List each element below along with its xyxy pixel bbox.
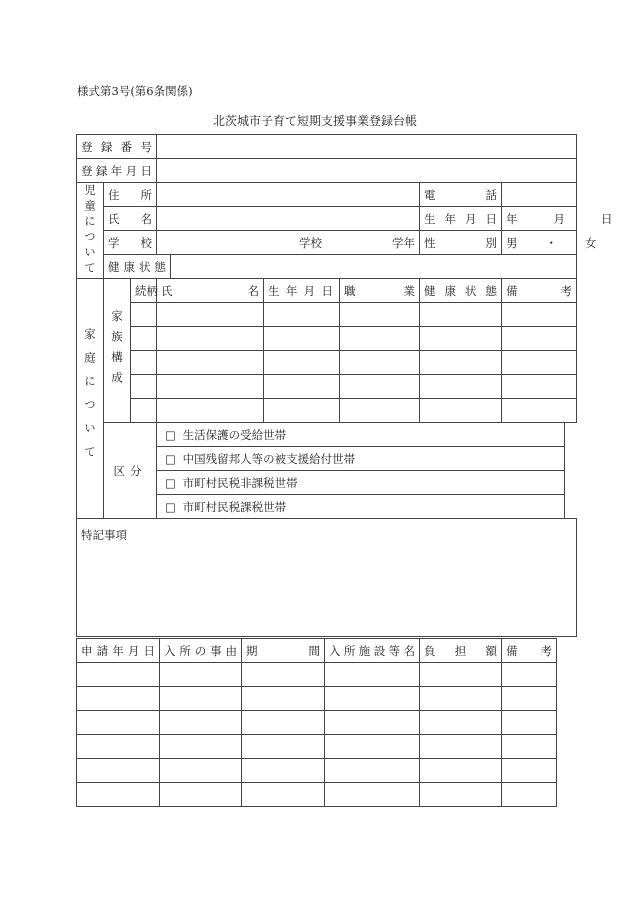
app-cell[interactable] (325, 735, 420, 759)
registration-date-label: 登録年月日 (77, 159, 157, 183)
family-cell[interactable] (264, 375, 340, 399)
family-cell[interactable] (157, 351, 264, 375)
registration-number-label: 登録番号 (77, 135, 157, 159)
app-cell[interactable] (242, 783, 325, 807)
app-cell[interactable] (502, 759, 557, 783)
app-cell[interactable] (160, 711, 242, 735)
family-header-occupation: 職業 (340, 279, 420, 303)
family-cell[interactable] (157, 303, 264, 327)
special-notes-label: 特記事項 (81, 528, 127, 542)
app-cell[interactable] (77, 663, 160, 687)
form-number-label: 様式第3号(第6条関係) (77, 84, 193, 98)
family-cell[interactable] (157, 399, 264, 423)
app-header-reason: 入所の事由 (160, 639, 242, 663)
registry-table (76, 134, 613, 637)
child-address-label: 住所 (104, 183, 157, 207)
family-cell[interactable] (420, 327, 502, 351)
app-cell[interactable] (420, 759, 502, 783)
family-cell[interactable] (131, 327, 157, 351)
family-header-health: 健康状態 (420, 279, 502, 303)
app-cell[interactable] (77, 711, 160, 735)
child-health-field[interactable] (171, 255, 577, 279)
family-cell[interactable] (131, 351, 157, 375)
family-row (77, 351, 577, 375)
application-row (77, 687, 557, 711)
family-cell[interactable] (340, 327, 420, 351)
category-option-welfare[interactable]: □ 生活保護の受給世帯 (157, 423, 565, 447)
category-label: 区分 (104, 423, 157, 519)
child-phone-label: 電話 (420, 183, 502, 207)
child-birth-field[interactable]: 年 月 日 (502, 207, 577, 231)
app-cell[interactable] (420, 711, 502, 735)
family-header-birth: 生年月日 (264, 279, 340, 303)
app-cell[interactable] (325, 663, 420, 687)
family-cell[interactable] (157, 327, 264, 351)
app-cell[interactable] (420, 783, 502, 807)
application-row (77, 735, 557, 759)
document-title: 北茨城市子育て短期支援事業登録台帳 (212, 114, 417, 128)
special-notes-field[interactable] (77, 519, 577, 637)
child-school-field[interactable]: 学校 学年 (157, 231, 420, 255)
family-composition-label: 家族構成 (104, 279, 131, 423)
family-cell[interactable] (264, 303, 340, 327)
family-cell[interactable] (340, 375, 420, 399)
family-cell[interactable] (420, 399, 502, 423)
registration-date-field[interactable] (157, 159, 577, 183)
app-cell[interactable] (242, 759, 325, 783)
family-cell[interactable] (340, 303, 420, 327)
registration-number-field[interactable] (157, 135, 577, 159)
family-section-label: 家庭について (77, 279, 104, 519)
checkbox-icon[interactable]: □ (165, 427, 176, 442)
checkbox-icon[interactable]: □ (165, 451, 176, 466)
application-row (77, 759, 557, 783)
app-cell[interactable] (420, 687, 502, 711)
child-name-label: 氏名 (104, 207, 157, 231)
app-cell[interactable] (242, 711, 325, 735)
app-cell[interactable] (325, 759, 420, 783)
app-cell[interactable] (160, 735, 242, 759)
app-cell[interactable] (502, 663, 557, 687)
app-cell[interactable] (420, 663, 502, 687)
child-address-field[interactable] (157, 183, 420, 207)
family-row (77, 399, 577, 423)
family-cell[interactable] (502, 327, 577, 351)
app-cell[interactable] (77, 735, 160, 759)
app-cell[interactable] (502, 687, 557, 711)
app-cell[interactable] (325, 687, 420, 711)
app-cell[interactable] (242, 663, 325, 687)
child-sex-label: 性別 (420, 231, 502, 255)
app-header-charge: 負担額 (420, 639, 502, 663)
app-cell[interactable] (242, 735, 325, 759)
app-cell[interactable] (502, 783, 557, 807)
family-cell[interactable] (340, 351, 420, 375)
application-row (77, 663, 557, 687)
family-header-relation: 続柄 (131, 279, 157, 303)
family-row (77, 375, 577, 399)
family-header-name: 氏名 (157, 279, 264, 303)
category-option-taxed[interactable]: □ 市町村民税課税世帯 (157, 495, 565, 519)
family-cell[interactable] (502, 399, 577, 423)
checkbox-icon[interactable]: □ (165, 475, 176, 490)
family-cell[interactable] (264, 327, 340, 351)
child-sex-field[interactable]: 男 ・ 女 (502, 231, 577, 255)
app-header-remarks: 備考 (502, 639, 557, 663)
family-row (77, 327, 577, 351)
family-cell[interactable] (264, 351, 340, 375)
category-option-tax-exempt[interactable]: □ 市町村民税非課税世帯 (157, 471, 565, 495)
family-cell[interactable] (131, 303, 157, 327)
family-header-remarks: 備考 (502, 279, 577, 303)
checkbox-icon[interactable]: □ (165, 499, 176, 514)
application-row (77, 783, 557, 807)
app-header-date: 申請年月日 (77, 639, 160, 663)
app-cell[interactable] (77, 783, 160, 807)
app-header-facility: 入所施設等名 (325, 639, 420, 663)
app-cell[interactable] (502, 735, 557, 759)
child-name-field[interactable] (157, 207, 420, 231)
application-table (76, 638, 557, 807)
app-cell[interactable] (160, 783, 242, 807)
family-cell[interactable] (340, 399, 420, 423)
child-school-label: 学校 (104, 231, 157, 255)
family-cell[interactable] (420, 351, 502, 375)
family-cell[interactable] (502, 303, 577, 327)
app-cell[interactable] (325, 711, 420, 735)
family-cell[interactable] (420, 375, 502, 399)
family-cell[interactable] (264, 399, 340, 423)
family-cell[interactable] (420, 303, 502, 327)
app-cell[interactable] (77, 687, 160, 711)
app-cell[interactable] (325, 783, 420, 807)
family-cell[interactable] (157, 375, 264, 399)
child-phone-field[interactable] (502, 183, 577, 207)
application-row (77, 711, 557, 735)
app-cell[interactable] (502, 711, 557, 735)
family-cell[interactable] (131, 399, 157, 423)
family-cell[interactable] (502, 375, 577, 399)
app-cell[interactable] (160, 663, 242, 687)
family-cell[interactable] (131, 375, 157, 399)
child-section-label: 児童について (77, 183, 104, 279)
app-cell[interactable] (160, 687, 242, 711)
child-health-label: 健康状態 (104, 255, 171, 279)
category-option-china-remaining[interactable]: □ 中国残留邦人等の被支援給付世帯 (157, 447, 565, 471)
app-cell[interactable] (242, 687, 325, 711)
child-birth-label: 生年月日 (420, 207, 502, 231)
family-row (77, 303, 577, 327)
app-cell[interactable] (420, 735, 502, 759)
app-cell[interactable] (160, 759, 242, 783)
app-header-period: 期間 (242, 639, 325, 663)
app-cell[interactable] (77, 759, 160, 783)
family-cell[interactable] (502, 351, 577, 375)
